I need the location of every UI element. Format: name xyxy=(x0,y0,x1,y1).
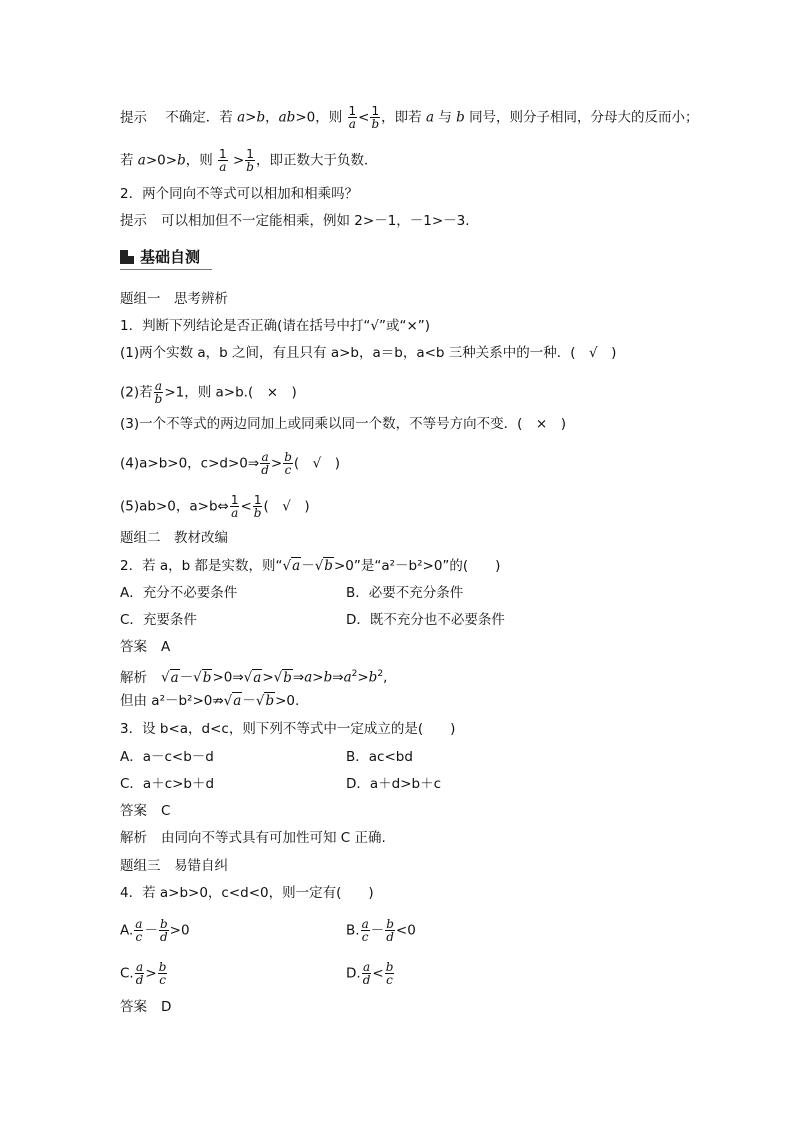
fraction-1-over-a: $\frac{1}{a}$ xyxy=(348,104,357,131)
fraction-a-over-d: $\frac{a}{d}$ xyxy=(261,450,269,477)
problem-1-statement-4: (4)a>b>0，c>d>0⇒ $\frac{a}{d}$ > $\frac{b}{c}$ ( √ ) xyxy=(120,450,341,477)
problem-3-option-c[interactable]: C．a＋c>b＋d xyxy=(120,776,215,792)
problem-1-stem: 1．判断下列结论是否正确(请在括号中打“√”或“×”) xyxy=(120,318,431,334)
problem-3-option-d[interactable]: D．a＋d>b＋c xyxy=(346,776,442,792)
hint-1-text-c: ，即若 xyxy=(381,109,422,126)
hint-1-line2-a: 若 xyxy=(120,152,134,169)
hint-1-text-b: ，则 xyxy=(315,109,343,126)
fraction-b-over-c: $\frac{b}{c}$ xyxy=(385,960,394,987)
group-2-title: 题组二 教材改编 xyxy=(120,530,228,546)
problem-3-option-b[interactable]: B．ac<bd xyxy=(346,749,413,765)
problem-2-analysis-line-2: 但由 a²－b²>0⇏√a－√b>0. xyxy=(120,693,300,709)
fraction-b-over-d: $\frac{b}{d}$ xyxy=(386,917,394,944)
hint-label: 提示 xyxy=(120,109,147,126)
hint-1-text-e: 同号，则分子相同，分母大的反而小； xyxy=(469,109,699,126)
problem-2-option-d[interactable]: D．既不充分也不必要条件 xyxy=(346,612,505,628)
math-a-gt-b: a>b xyxy=(237,109,266,126)
square-icon xyxy=(120,250,134,264)
hint-1-line2-b: ，则 xyxy=(185,152,213,169)
fraction-b-over-d: $\frac{b}{d}$ xyxy=(159,917,168,944)
fraction-a-over-c: $\frac{a}{c}$ xyxy=(135,917,143,944)
problem-3-option-a[interactable]: A．a－c<b－d xyxy=(120,749,214,765)
analysis-label: 解析 xyxy=(120,830,147,846)
fraction-b-over-c: $\frac{b}{c}$ xyxy=(284,450,292,477)
section-title: 基础自测 xyxy=(140,248,201,266)
fraction-1-over-b: $\frac{1}{b}$ xyxy=(253,493,262,520)
answer-label: 答案 xyxy=(120,803,147,819)
problem-2-stem: 2．若 a，b 都是实数，则“√a－√b>0”是“a²－b²>0”的( ) xyxy=(120,558,501,574)
option-label: B. xyxy=(346,922,360,939)
problem-2-stem-b: >0”是“a²－b²>0”的( ) xyxy=(333,558,501,574)
fraction-a-over-d: $\frac{a}{d}$ xyxy=(135,960,144,987)
fraction-1-over-a: $\frac{1}{a}$ xyxy=(219,147,227,174)
answer-value: A xyxy=(161,639,171,655)
question-2-intro: 2．两个同向不等式可以相加和相乘吗？ xyxy=(120,186,359,202)
fraction-a-over-d: $\frac{a}{d}$ xyxy=(362,960,371,987)
section-header xyxy=(120,247,212,270)
statement-5-prefix: (5)ab>0，a>b⇔ xyxy=(120,498,229,515)
problem-4-option-b[interactable]: B. $\frac{a}{c}$ － $\frac{b}{d}$ <0 xyxy=(346,917,416,944)
answer-label: 答案 xyxy=(120,999,147,1015)
fraction-1-over-a: $\frac{1}{a}$ xyxy=(230,493,239,520)
hint-2-text: 可以相加但不一定能相乘，例如 2>－1，－1>－3. xyxy=(161,213,470,229)
fraction-b-over-c: $\frac{b}{c}$ xyxy=(158,960,167,987)
statement-2-prefix: (2)若 xyxy=(120,384,153,401)
problem-1-statement-1: (1)两个实数 a，b 之间，有且只有 a>b，a＝b，a<b 三种关系中的一种．( √ ) xyxy=(120,345,617,361)
option-label: C. xyxy=(120,965,134,982)
fraction-a-over-b: $\frac{a}{b}$ xyxy=(154,379,163,406)
problem-3-analysis xyxy=(120,828,386,848)
problem-2-option-c[interactable]: C．充要条件 xyxy=(120,612,197,628)
fraction-1-over-b: $\frac{1}{b}$ xyxy=(246,147,254,174)
hint-1-text-a: 不确定．若 xyxy=(165,109,233,126)
problem-2-analysis-line-1: 解析 $√a-√b>0\Rightarrow√a>√b\Rightarrow a>b\Rightarrow a^2>b^2$, xyxy=(120,669,388,686)
problem-2-answer xyxy=(120,637,170,657)
problem-1-statement-5: (5)ab>0，a>b⇔ $\frac{1}{a}$ < $\frac{1}{b}$ ( √ ) xyxy=(120,493,310,520)
fraction-a-over-c: $\frac{a}{c}$ xyxy=(361,917,369,944)
hint-1-line-2: 若 a>0>b，则 $\frac{1}{a}$ > $\frac{1}{b}$ ，即正数大于负数． xyxy=(120,147,378,174)
problem-2-option-a[interactable]: A．充分不必要条件 xyxy=(120,585,238,601)
answer-value: C xyxy=(161,803,171,819)
hint-1-line-1: 提示 不确定．若 a>b，ab>0，则 $\frac{1}{a}$ < $\frac{1}{b}$ ，即若 a 与 b 同号，则分子相同，分母大的反而小； xyxy=(120,104,699,131)
problem-1-statement-3: (3)一个不等式的两边同加上或同乘以同一个数，不等号方向不变．( × ) xyxy=(120,416,566,432)
fraction-1-over-b: $\frac{1}{b}$ xyxy=(371,104,380,131)
problem-4-stem: 4．若 a>b>0，c<d<0，则一定有( ) xyxy=(120,885,374,901)
problem-4-option-a[interactable]: A. $\frac{a}{c}$ － $\frac{b}{d}$ >0 xyxy=(120,917,190,944)
statement-4-suffix: ( √ ) xyxy=(293,455,341,472)
problem-2-option-b[interactable]: B．必要不充分条件 xyxy=(346,585,464,601)
statement-2-suffix: >1，则 a>b.( × ) xyxy=(164,384,297,401)
problem-3-stem: 3．设 b<a，d<c，则下列不等式中一定成立的是( ) xyxy=(120,721,456,737)
analysis-text: 由同向不等式具有可加性可知 C 正确. xyxy=(161,830,386,846)
answer-value: D xyxy=(161,999,172,1015)
problem-4-answer xyxy=(120,997,171,1017)
option-label: D. xyxy=(346,965,361,982)
problem-4-option-c[interactable]: C. $\frac{a}{d}$ > $\frac{b}{c}$ xyxy=(120,960,167,987)
statement-5-suffix: ( √ ) xyxy=(263,498,310,515)
hint-1-line2-c: ，即正数大于负数． xyxy=(255,152,378,169)
answer-label: 答案 xyxy=(120,639,147,655)
problem-2-stem-a: 2．若 a，b 都是实数，则“ xyxy=(120,558,283,574)
problem-1-statement-2 xyxy=(120,380,297,405)
analysis-label: 解析 xyxy=(120,669,147,686)
group-1-title: 题组一 思考辨析 xyxy=(120,291,228,307)
hint-2 xyxy=(120,211,470,231)
problem-3-answer xyxy=(120,801,170,821)
option-label: A. xyxy=(120,922,134,939)
group-3-title: 题组三 易错自纠 xyxy=(120,858,228,874)
statement-4-prefix: (4)a>b>0，c>d>0⇒ xyxy=(120,455,260,472)
hint-label: 提示 xyxy=(120,213,147,229)
math-ab-gt-0: ab xyxy=(278,109,296,126)
hint-1-text-d: 与 xyxy=(438,109,452,126)
analysis-line-2-text: 但由 a²－b²>0⇏ xyxy=(120,693,224,709)
problem-4-option-d[interactable]: D. $\frac{a}{d}$ < $\frac{b}{c}$ xyxy=(346,960,394,987)
